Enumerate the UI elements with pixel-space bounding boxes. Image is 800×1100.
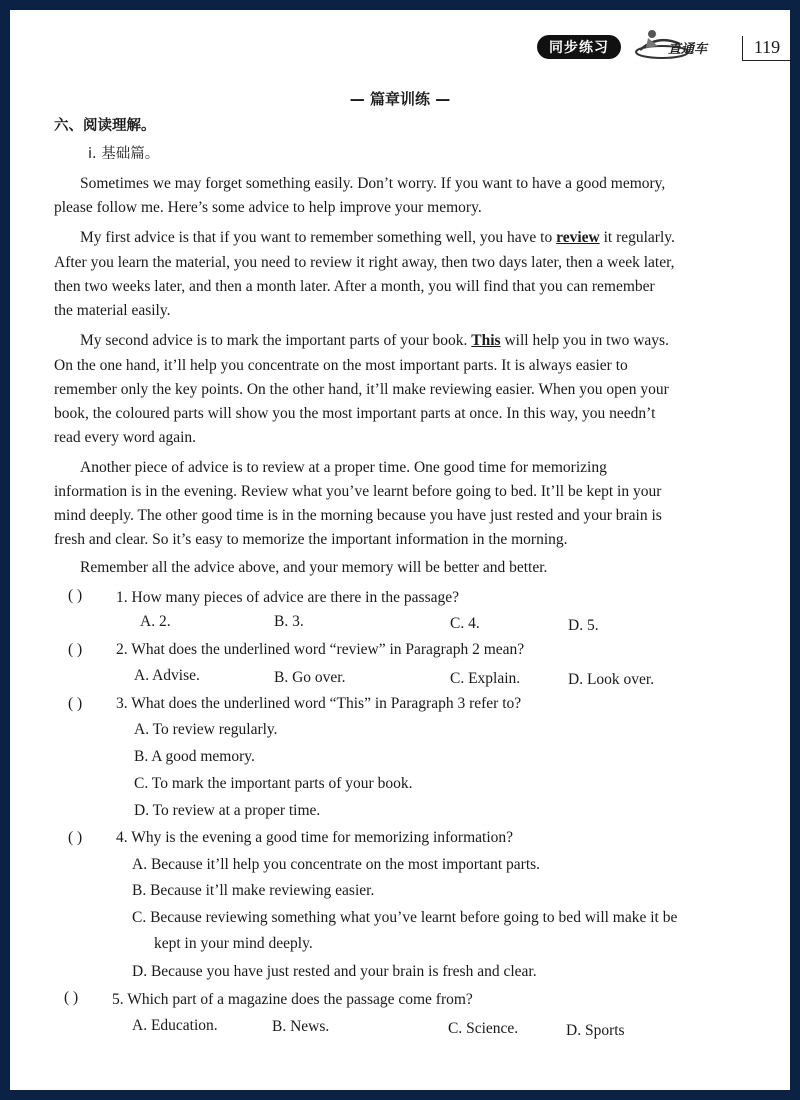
option-a: A. 2. <box>140 613 171 630</box>
option-c: C. To mark the important parts of your book. <box>134 775 413 792</box>
question-stem: 1. How many pieces of advice are there in the passage? <box>116 589 460 606</box>
logo-text: 直通车 <box>668 42 708 57</box>
answer-blank[interactable]: ( ) <box>68 587 83 604</box>
passage-line: please follow me. Here’s some advice to help improve your memory. <box>54 199 482 216</box>
underlined-word-review: review <box>556 229 600 246</box>
passage-line: remember only the key points. On the other hand, it’ll make reviewing easier. When you open your <box>54 381 669 398</box>
part-title: 六、阅读理解。 <box>54 118 156 134</box>
option-d: D. 5. <box>568 617 599 634</box>
section-title: — 篇章训练 — <box>349 90 451 108</box>
option-d: D. To review at a proper time. <box>134 802 321 819</box>
passage-line: Remember all the advice above, and your memory will be better and better. <box>80 559 548 576</box>
passage-line: My second advice is to mark the important parts of your book. This will help you in two ways. <box>80 332 669 349</box>
passage-line: information is in the evening. Review what you’ve learnt before going to bed. It’ll be kept in your <box>54 483 662 500</box>
option-a: A. To review regularly. <box>134 721 278 738</box>
option-a: A. Education. <box>132 1017 218 1034</box>
option-b: B. 3. <box>274 613 304 630</box>
passage-line: After you learn the material, you need to review it right away, then two days later, then a week later, <box>54 254 675 271</box>
option-c: C. Explain. <box>450 670 521 687</box>
option-d: D. Sports <box>566 1022 625 1039</box>
answer-blank[interactable]: ( ) <box>68 695 83 712</box>
header-badge: 同步练习 <box>537 35 621 59</box>
passage-line: On the one hand, it’ll help you concentrate on the most important parts. It is always easier to <box>54 357 628 374</box>
option-c-continued: kept in your mind deeply. <box>154 935 313 952</box>
option-a: A. Because it’ll help you concentrate on the most important parts. <box>132 856 541 873</box>
option-c: C. 4. <box>450 615 480 632</box>
passage-line: read every word again. <box>54 429 197 446</box>
question-stem: 2. What does the underlined word “review” in Paragraph 2 mean? <box>116 641 525 658</box>
subpart-title: i. 基础篇。 <box>88 146 160 162</box>
question-stem: 3. What does the underlined word “This” in Paragraph 3 refer to? <box>116 695 522 712</box>
worksheet-page <box>10 10 790 1090</box>
option-a: A. Advise. <box>134 667 200 684</box>
underlined-word-this: This <box>471 332 501 349</box>
passage-line: then two weeks later, and then a month later. After a month, you will find that you can remember <box>54 278 655 295</box>
option-b: B. Go over. <box>274 669 346 686</box>
passage-line: the material easily. <box>54 302 171 319</box>
answer-blank[interactable]: ( ) <box>68 829 83 846</box>
question-stem: 5. Which part of a magazine does the passage come from? <box>112 991 473 1008</box>
option-c: C. Science. <box>448 1020 519 1037</box>
logo <box>628 26 736 66</box>
option-d: D. Because you have just rested and your brain is fresh and clear. <box>132 963 537 980</box>
option-b: B. Because it’ll make reviewing easier. <box>132 882 375 899</box>
option-b: B. News. <box>272 1018 330 1035</box>
option-b: B. A good memory. <box>134 748 255 765</box>
passage-line: Sometimes we may forget something easily. Don’t worry. If you want to have a good memory, <box>80 175 666 192</box>
passage-line: fresh and clear. So it’s easy to memorize the important information in the morning. <box>54 531 568 548</box>
passage-line: Another piece of advice is to review at a proper time. One good time for memorizing <box>80 459 607 476</box>
passage-line: book, the coloured parts will show you the most important parts at once. In this way, you needn’t <box>54 405 656 422</box>
page-number: 119 <box>742 36 790 61</box>
option-d: D. Look over. <box>568 671 655 688</box>
answer-blank[interactable]: ( ) <box>64 989 79 1006</box>
question-stem: 4. Why is the evening a good time for memorizing information? <box>116 829 514 846</box>
option-c: C. Because reviewing something what you’ve learnt before going to bed will make it be <box>132 909 678 926</box>
passage-line: My first advice is that if you want to remember something well, you have to review it regularly. <box>80 229 675 246</box>
passage-line: mind deeply. The other good time is in the morning because you have just rested and your brain is <box>54 507 662 524</box>
answer-blank[interactable]: ( ) <box>68 641 83 658</box>
